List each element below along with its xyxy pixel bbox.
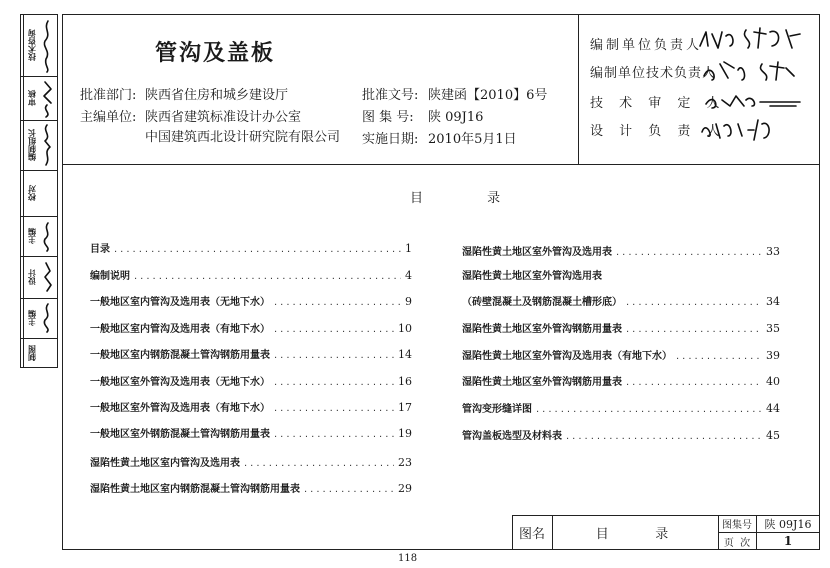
chief-unit-2: 中国建筑西北设计研究院有限公司 [145,130,341,145]
atlas-no-label: 图集号 [722,520,752,531]
toc-leader [566,431,762,442]
toc-leader [274,350,394,361]
toc-item-page: 10 [398,322,412,335]
sidebar-label: 主编 [23,299,38,338]
toc-item-page: 29 [398,482,412,495]
toc-leader [626,297,762,308]
toc-leader [274,377,394,388]
approval-dept-label: 批准部门: [80,88,137,103]
toc-item-title: 一般地区室外管沟及选用表（有地下水） [90,403,270,414]
toc-item-page: 4 [405,269,412,282]
toc-item[interactable] [462,373,780,388]
sidebar-label: 校对 [23,171,38,216]
toc-item-page: 9 [405,295,412,308]
toc-item[interactable] [462,400,780,415]
signature-image [39,217,56,256]
toc-item[interactable] [462,347,780,362]
signature-image [700,56,800,84]
signature-image [39,77,56,120]
drawing-name: 目 录 [595,527,675,542]
toc-leader [536,404,762,415]
header-divider [62,164,820,165]
toc-item[interactable] [462,320,780,335]
toc-item-title: 一般地区室内管沟及选用表（无地下水） [90,297,270,308]
toc-item[interactable] [90,240,412,255]
sidebar-label: 审核 [23,77,38,120]
toc-item[interactable] [90,399,412,414]
toc-leader [274,429,394,440]
toc-item-title: 管沟变形缝详图 [462,404,532,415]
toc-item[interactable] [462,427,780,442]
toc-leader [244,458,394,469]
responsible-role: 编制单位负责人 [590,38,703,53]
page-title: 管沟及盖板 [154,41,275,66]
toc-item-page: 45 [766,429,780,442]
approval-dept: 陕西省住房和城乡建设厅 [145,88,289,103]
toc-item-page: 17 [398,401,412,414]
signature-image [696,114,780,142]
toc-item[interactable] [90,480,412,495]
sidebar-cell-review [21,77,57,121]
responsible-role: 编制单位技术负责人 [590,66,717,81]
chief-unit-label: 主编单位: [80,110,137,125]
toc-item-title: 湿陷性黄土地区室外管沟及选用表（有地下水） [462,351,672,362]
toc-item-page: 16 [398,375,412,388]
toc-item[interactable] [90,293,412,308]
toc-leader [626,324,762,335]
toc-item[interactable] [90,454,412,469]
toc-leader [134,271,401,282]
approval-no: 陕建函【2010】6号 [428,88,548,103]
toc-item[interactable] [90,267,412,282]
atlas-no-label: 图 集 号: [362,110,414,125]
sidebar-label: 设计 [23,257,38,298]
impl-date-label: 实施日期: [362,132,419,147]
toc-item[interactable] [90,320,412,335]
sidebar-signature-strip [20,14,58,368]
footer-page-number: 118 [398,553,418,564]
sidebar-cell-draft [21,339,57,367]
toc-item-page: 14 [398,348,412,361]
toc-item-page: 44 [766,402,780,415]
responsible-role: 技 术 审 定 人 [590,96,726,111]
toc-leader [274,297,401,308]
toc-item-page: 19 [398,427,412,440]
toc-leader [274,403,394,414]
drawing-name-label: 图名 [518,527,545,542]
sidebar-cell-chief-1 [21,217,57,257]
signature-image [39,121,56,170]
signature-image [700,88,804,112]
atlas-no-value: 陕 09J16 [764,517,812,531]
signature-image [39,339,56,367]
toc-item-page: 1 [405,242,412,255]
sidebar-cell-chief-2 [21,299,57,339]
toc-item-title: 编制说明 [90,271,130,282]
responsible-role: 设 计 负 责 人 [590,124,726,139]
toc-leader [304,484,394,495]
sidebar-cell-consult [21,15,57,77]
sidebar-label: 技术咨询 [23,15,38,76]
chief-unit-1: 陕西省建筑标准设计办公室 [145,110,302,125]
sidebar-label: 制图 [23,339,38,367]
toc-leader [114,244,401,255]
toc-item[interactable] [90,346,412,361]
toc-item-title: 一般地区室外钢筋混凝土管沟钢筋用量表 [90,429,270,440]
toc-item-page: 39 [766,349,780,362]
toc-heading: 目 录 [410,191,531,206]
toc-leader [676,351,762,362]
toc-item-title: 湿陷性黄土地区室外管沟及选用表 [462,247,612,258]
header-vertical-divider [578,14,579,164]
toc-item-page: 35 [766,322,780,335]
toc-item-page: 33 [766,245,780,258]
toc-item-title: 湿陷性黄土地区室内管沟及选用表 [90,458,240,469]
page-value: 1 [783,534,793,548]
toc-item-title: 一般地区室内管沟及选用表（有地下水） [90,324,270,335]
toc-leader [616,247,762,258]
toc-item-title: 目录 [90,244,110,255]
sidebar-label: 主编 [23,217,38,256]
sidebar-cell-leader [21,121,57,171]
toc-item[interactable] [462,243,780,258]
impl-date: 2010年5月1日 [428,132,517,147]
toc-item-page: 34 [766,295,780,308]
toc-item-title: 湿陷性黄土地区室内钢筋混凝土管沟钢筋用量表 [90,484,300,495]
toc-item-title: 一般地区室外管沟及选用表（无地下水） [90,377,270,388]
toc-item[interactable] [90,425,412,440]
signature-image [696,24,806,54]
signature-image [39,15,56,76]
toc-item-title: 湿陷性黄土地区室外管沟选用表 [462,271,602,282]
page-label: 页 次 [723,537,751,549]
toc-item[interactable] [462,267,780,282]
toc-item-title: （砖壁混凝土及钢筋混凝土槽形底） [462,297,622,308]
signature-image [39,257,56,298]
toc-leader [274,324,394,335]
signature-image [39,171,56,216]
toc-item-page: 40 [766,375,780,388]
toc-item-page: 23 [398,456,412,469]
sidebar-label: 编制组长 [23,121,38,170]
signature-image [39,299,56,338]
toc-item-title: 一般地区室内钢筋混凝土管沟钢筋用量表 [90,350,270,361]
approval-no-label: 批准文号: [362,88,419,103]
toc-item-title: 湿陷性黄土地区室外管沟钢筋用量表 [462,324,622,335]
toc-item-title: 管沟盖板选型及材料表 [462,431,562,442]
atlas-no: 陕 09J16 [428,110,484,125]
toc-item[interactable] [462,293,780,308]
toc-item-title: 湿陷性黄土地区室外管沟钢筋用量表 [462,377,622,388]
toc-leader [626,377,762,388]
sidebar-cell-check [21,171,57,217]
toc-item[interactable] [90,373,412,388]
sidebar-cell-design [21,257,57,299]
